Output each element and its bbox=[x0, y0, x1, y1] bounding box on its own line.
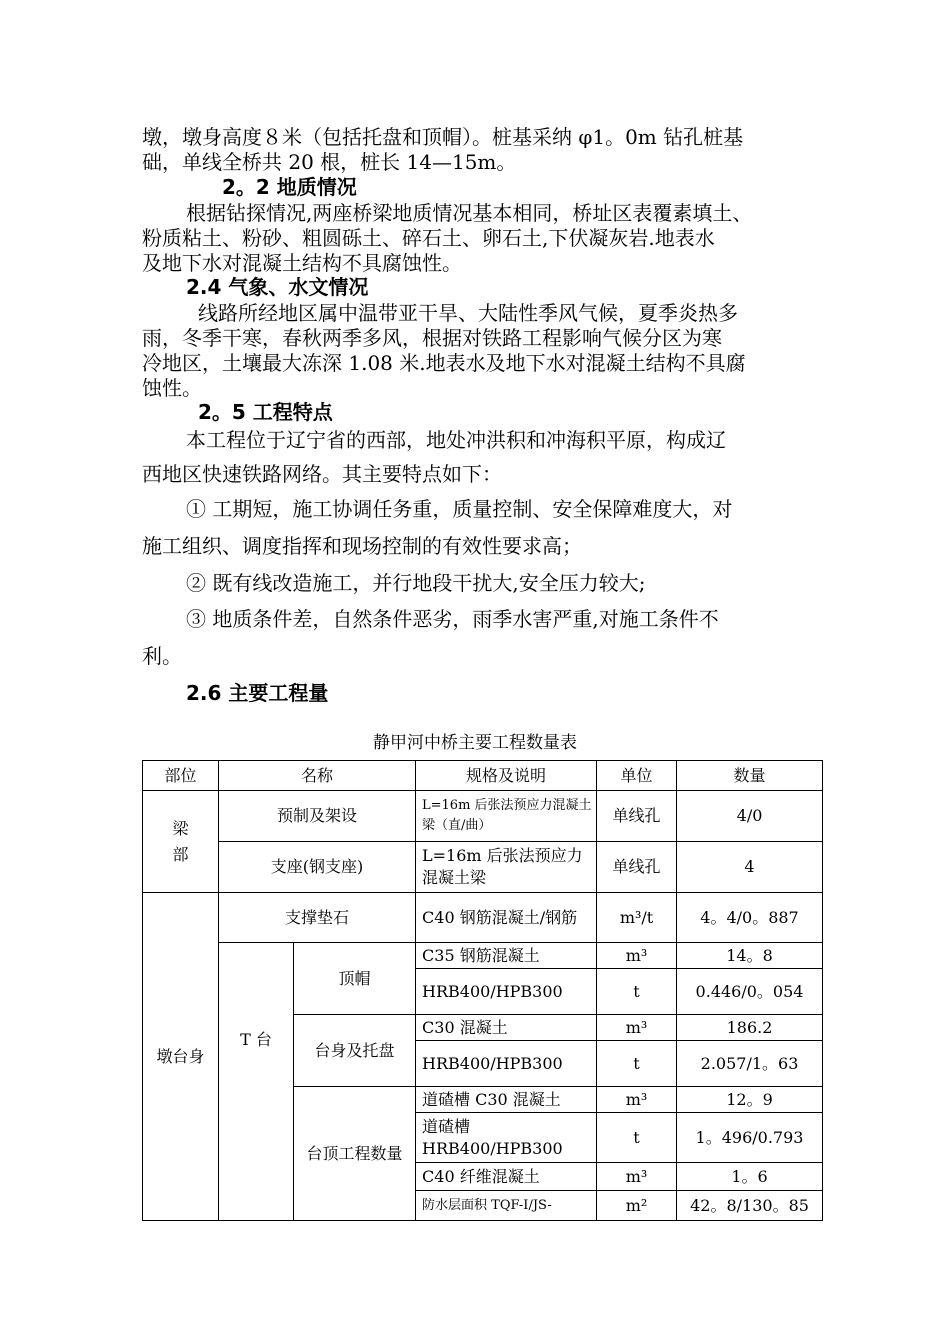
paragraph-line: 及地下水对混凝土结构不具腐蚀性。 bbox=[142, 251, 462, 275]
paragraph-line: 雨，冬季干寒，春秋两季多风，根据对铁路工程影响气候分区为寒 bbox=[142, 326, 722, 350]
paragraph-line: 蚀性。 bbox=[142, 376, 202, 400]
cell-unit: t bbox=[597, 969, 677, 1015]
list-item-1: ① 工期短，施工协调任务重，质量控制、安全保障难度大，对 bbox=[186, 497, 733, 521]
paragraph-line: 础，单线全桥共 20 根，桩长 14—15m。 bbox=[142, 150, 517, 174]
paragraph-line: 西地区快速铁路网络。其主要特点如下： bbox=[142, 462, 502, 486]
table-row bbox=[143, 893, 823, 943]
cell-name: 台顶工程数量 bbox=[294, 1087, 416, 1221]
cell-spec: L=16m 后张法预应力混凝土梁 bbox=[416, 842, 597, 893]
list-item-3: ③ 地质条件差，自然条件恶劣，雨季水害严重,对施工条件不 bbox=[186, 607, 719, 631]
cell-name: 预制及架设 bbox=[219, 791, 416, 842]
paragraph-line: 根据钻探情况,两座桥梁地质情况基本相同，桥址区表覆素填土、 bbox=[186, 201, 753, 225]
cell-name: 支座(钢支座) bbox=[219, 842, 416, 893]
table-caption: 静甲河中桥主要工程数量表 bbox=[373, 733, 577, 753]
cell-qty: 2.057/1。63 bbox=[677, 1041, 823, 1087]
cell-unit: m³ bbox=[597, 1087, 677, 1113]
cell-qty: 1。496/0.793 bbox=[677, 1113, 823, 1163]
cell-qty: 4/0 bbox=[677, 791, 823, 842]
list-item-2: ② 既有线改造施工，并行地段干扰大,安全压力较大; bbox=[186, 571, 646, 595]
cell-name: 台身及托盘 bbox=[294, 1015, 416, 1087]
cell-unit: 单线孔 bbox=[597, 842, 677, 893]
header-qty: 数量 bbox=[677, 761, 823, 791]
cell-qty: 1。6 bbox=[677, 1163, 823, 1191]
cell-qty: 186.2 bbox=[677, 1015, 823, 1041]
table-header-row bbox=[143, 761, 823, 791]
cell-spec: C35 钢筋混凝土 bbox=[416, 943, 597, 969]
cell-qty: 12。9 bbox=[677, 1087, 823, 1113]
cell-spec: C40 钢筋混凝土/钢筋 bbox=[416, 893, 597, 943]
cell-qty: 4 bbox=[677, 842, 823, 893]
section-heading-2-2: 2。2 地质情况 bbox=[222, 175, 357, 199]
cell-spec: 道碴槽 C30 混凝土 bbox=[416, 1087, 597, 1113]
cell-unit: t bbox=[597, 1113, 677, 1163]
header-spec: 规格及说明 bbox=[416, 761, 597, 791]
cell-pier-part: 墩台身 bbox=[143, 893, 219, 1221]
cell-unit: m³ bbox=[597, 943, 677, 969]
cell-spec: L=16m 后张法预应力混凝土梁（直/曲） bbox=[416, 791, 597, 842]
section-heading-2-4: 2.4 气象、水文情况 bbox=[186, 275, 369, 299]
paragraph-line: 粉质粘土、粉砂、粗圆砾土、碎石土、卵石土,下伏凝灰岩.地表水 bbox=[142, 226, 715, 250]
header-part: 部位 bbox=[143, 761, 219, 791]
cell-unit: 单线孔 bbox=[597, 791, 677, 842]
cell-t-abutment: T 台 bbox=[219, 943, 294, 1221]
paragraph-line: 线路所经地区属中温带亚干旱、大陆性季风气候，夏季炎热多 bbox=[198, 301, 738, 325]
table-row bbox=[143, 943, 823, 969]
cell-spec: HRB400/HPB300 bbox=[416, 1041, 597, 1087]
header-name: 名称 bbox=[219, 761, 416, 791]
cell-spec: C30 混凝土 bbox=[416, 1015, 597, 1041]
cell-spec: HRB400/HPB300 bbox=[416, 969, 597, 1015]
header-unit: 单位 bbox=[597, 761, 677, 791]
section-heading-2-5: 2。5 工程特点 bbox=[198, 400, 333, 424]
cell-unit: m³ bbox=[597, 1015, 677, 1041]
paragraph-line: 本工程位于辽宁省的西部，地处冲洪积和冲海积平原，构成辽 bbox=[186, 428, 726, 452]
cell-qty: 4。4/0。887 bbox=[677, 893, 823, 943]
paragraph-line: 施工组织、调度指挥和现场控制的有效性要求高； bbox=[142, 534, 582, 558]
paragraph-line: 利。 bbox=[142, 644, 182, 668]
cell-unit: t bbox=[597, 1041, 677, 1087]
cell-name: 支撑垫石 bbox=[219, 893, 416, 943]
cell-unit: m³ bbox=[597, 1163, 677, 1191]
cell-beam-part: 梁 部 bbox=[143, 791, 219, 893]
cell-spec: 防水层面积 TQF-I/JS- bbox=[416, 1191, 597, 1221]
cell-unit: m² bbox=[597, 1191, 677, 1221]
cell-spec: 道碴槽 HRB400/HPB300 bbox=[416, 1113, 597, 1163]
cell-qty: 42。8/130。85 bbox=[677, 1191, 823, 1221]
table-row bbox=[143, 791, 823, 842]
quantity-table bbox=[142, 760, 823, 1221]
cell-spec: C40 纤维混凝土 bbox=[416, 1163, 597, 1191]
paragraph-line: 冷地区，土壤最大冻深 1.08 米.地表水及地下水对混凝土结构不具腐 bbox=[142, 351, 746, 375]
cell-qty: 14。8 bbox=[677, 943, 823, 969]
table-row bbox=[143, 842, 823, 893]
cell-name: 顶帽 bbox=[294, 943, 416, 1015]
cell-qty: 0.446/0。054 bbox=[677, 969, 823, 1015]
paragraph-line: 墩，墩身高度８米（包括托盘和顶帽）。桩基采纳 φ1。0m 钻孔桩基 bbox=[142, 125, 744, 149]
section-heading-2-6: 2.6 主要工程量 bbox=[186, 681, 329, 705]
cell-unit: m³/t bbox=[597, 893, 677, 943]
